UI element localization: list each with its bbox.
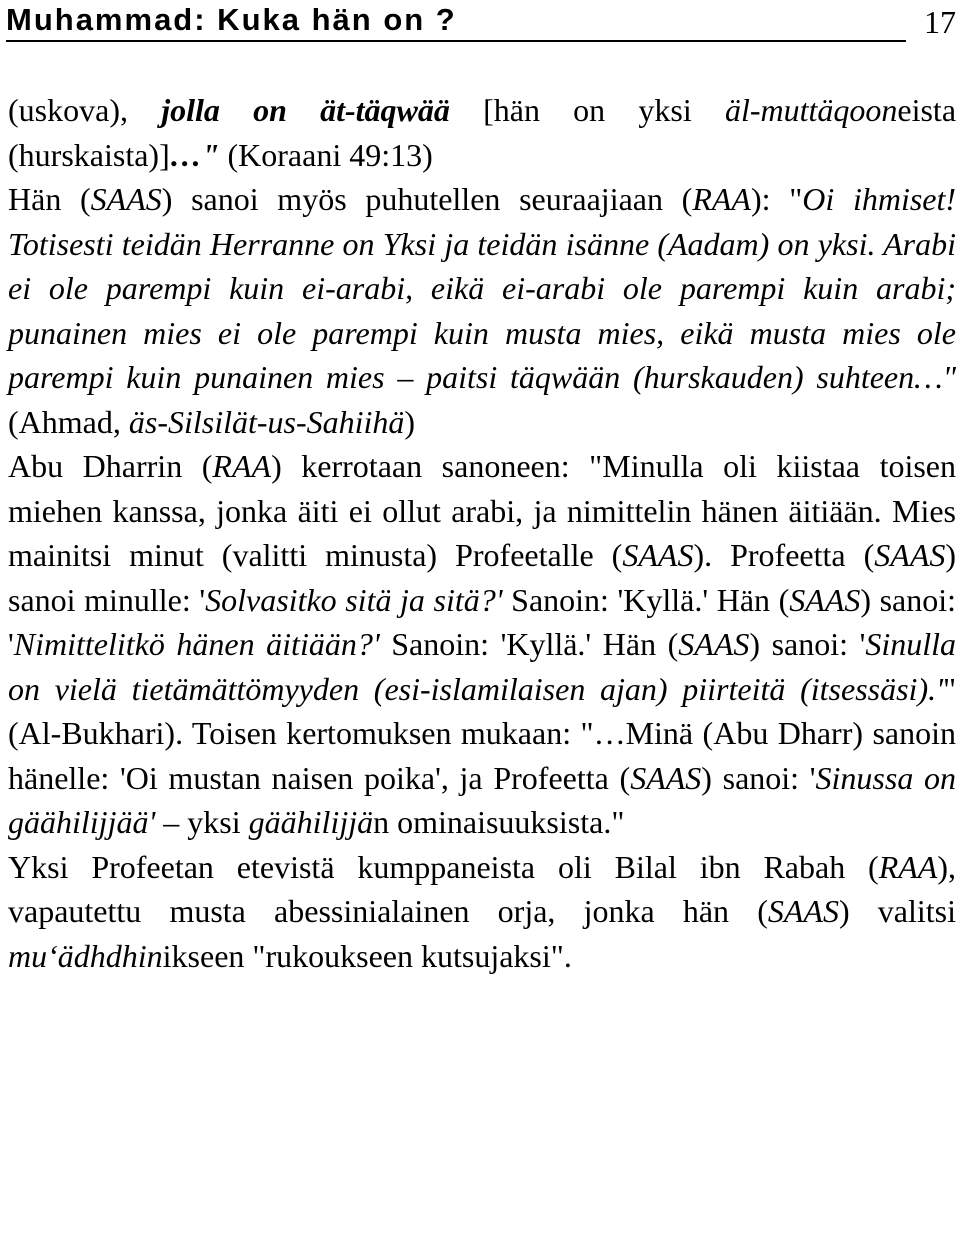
text-segment: eista (hurskaista)] (8, 92, 957, 173)
text-segment: ) valitsi (838, 893, 957, 929)
text-segment: Yksi Profeetan etevistä kumppaneista oli Bilal ibn Rabah ( (8, 848, 879, 885)
text-segment: n ominaisuuksista." (373, 804, 625, 840)
text-segment: ). Profeetta ( (693, 537, 875, 573)
text-segment: ) sanoi: ' (8, 581, 957, 662)
bold-italic-text-segment: …" (169, 136, 220, 173)
text-segment: Hän ( (8, 181, 91, 217)
italic-text-segment: SAAS (90, 181, 162, 217)
italic-text-segment: SAAS (622, 537, 694, 573)
body-text (8, 88, 956, 978)
paragraph-bilal (8, 845, 956, 979)
italic-text-segment: gäähilijjä (248, 804, 374, 840)
italic-text-segment: SAAS (789, 581, 861, 618)
running-title: Muhammad: Kuka hän on ? (6, 2, 457, 37)
italic-text-segment: mu‘ädhdhin (8, 937, 163, 974)
text-segment: Sanoin: 'Kyllä.' Hän ( (502, 581, 790, 618)
italic-text-segment: SAAS (874, 537, 946, 573)
text-segment: (uskova), (8, 92, 162, 128)
text-segment: ), vapautettu musta abessinialainen orja, jonka hän ( (8, 848, 956, 929)
text-segment: Abu Dharrin ( (8, 448, 213, 484)
italic-text-segment: Solvasitko sitä ja sitä?' (205, 581, 503, 618)
text-segment: ) sanoi: ' (749, 626, 866, 662)
bold-italic-text-segment: jolla on ät-täqwää (161, 92, 450, 128)
text-segment: [hän on yksi (449, 92, 725, 128)
paragraph-sermon-quote (8, 177, 956, 444)
text-segment: Sanoin: 'Kyllä.' Hän ( (379, 626, 679, 662)
italic-text-segment: SAAS (630, 759, 702, 796)
italic-text-segment: äs-Silsilät-us-Sahiihä (128, 403, 405, 440)
paragraph-quran-citation (8, 88, 956, 177)
text-segment: ) kerrotaan sanoneen: "Minulla oli kiistaa toisen miehen kanssa, jonka äiti ei ollut arabi, ja nimittelin hänen äitiään. Mies mainitsi minut (valitti minusta) Profeetalle ( (8, 448, 957, 573)
paragraph-abu-dharr-story (8, 444, 956, 845)
text-segment: (Ahmad, (8, 403, 129, 440)
italic-text-segment: Sinulla on vielä tietämättömyyden (esi-islamilaisen ajan) piirteitä (itsessäsi).' (8, 626, 957, 707)
page-number: 17 (924, 4, 956, 40)
text-segment: ikseen "rukoukseen kutsujaksi". (162, 937, 572, 974)
text-segment: ) sanoi: ' (701, 759, 816, 796)
italic-text-segment: SAAS (678, 626, 750, 662)
text-segment: ) sanoi myös puhutellen seuraajiaan ( (161, 181, 693, 217)
text-segment: " (Al-Bukhari). Toisen kertomuksen mukaan: "…Minä (Abu Dharr) sanoin hänelle: 'Oi mustan naisen poika', ja Profeetta ( (8, 670, 956, 796)
page-header (6, 0, 958, 46)
text-segment: – yksi (155, 804, 249, 840)
text-segment: ) sanoi minulle: ' (8, 537, 957, 618)
italic-text-segment: Oi ihmiset! Totisesti teidän Herranne on Yksi ja teidän isänne (Aadam) on yksi. Arabi ei ole parempi kuin ei-arabi, eikä ei-arabi ole parempi kuin arabi; punainen mies ei ole parempi kuin musta mies, eikä musta mies ole parempi kuin punainen mies – paitsi täqwään (hurskauden) suhteen…" (8, 181, 957, 395)
italic-text-segment: RAA (692, 181, 751, 217)
text-segment: ) (404, 403, 416, 440)
italic-text-segment: RAA (212, 448, 272, 484)
text-segment: (Koraani 49:13) (219, 136, 433, 173)
italic-text-segment: Sinussa on gäähilijjää' (8, 759, 957, 840)
italic-text-segment: Nimittelitkö hänen äitiään?' (13, 626, 380, 662)
text-segment: ): " (750, 181, 803, 217)
header-rule (6, 40, 906, 42)
italic-text-segment: SAAS (767, 893, 839, 929)
italic-text-segment: RAA (878, 848, 938, 885)
italic-text-segment: äl-muttäqoon (724, 92, 898, 128)
